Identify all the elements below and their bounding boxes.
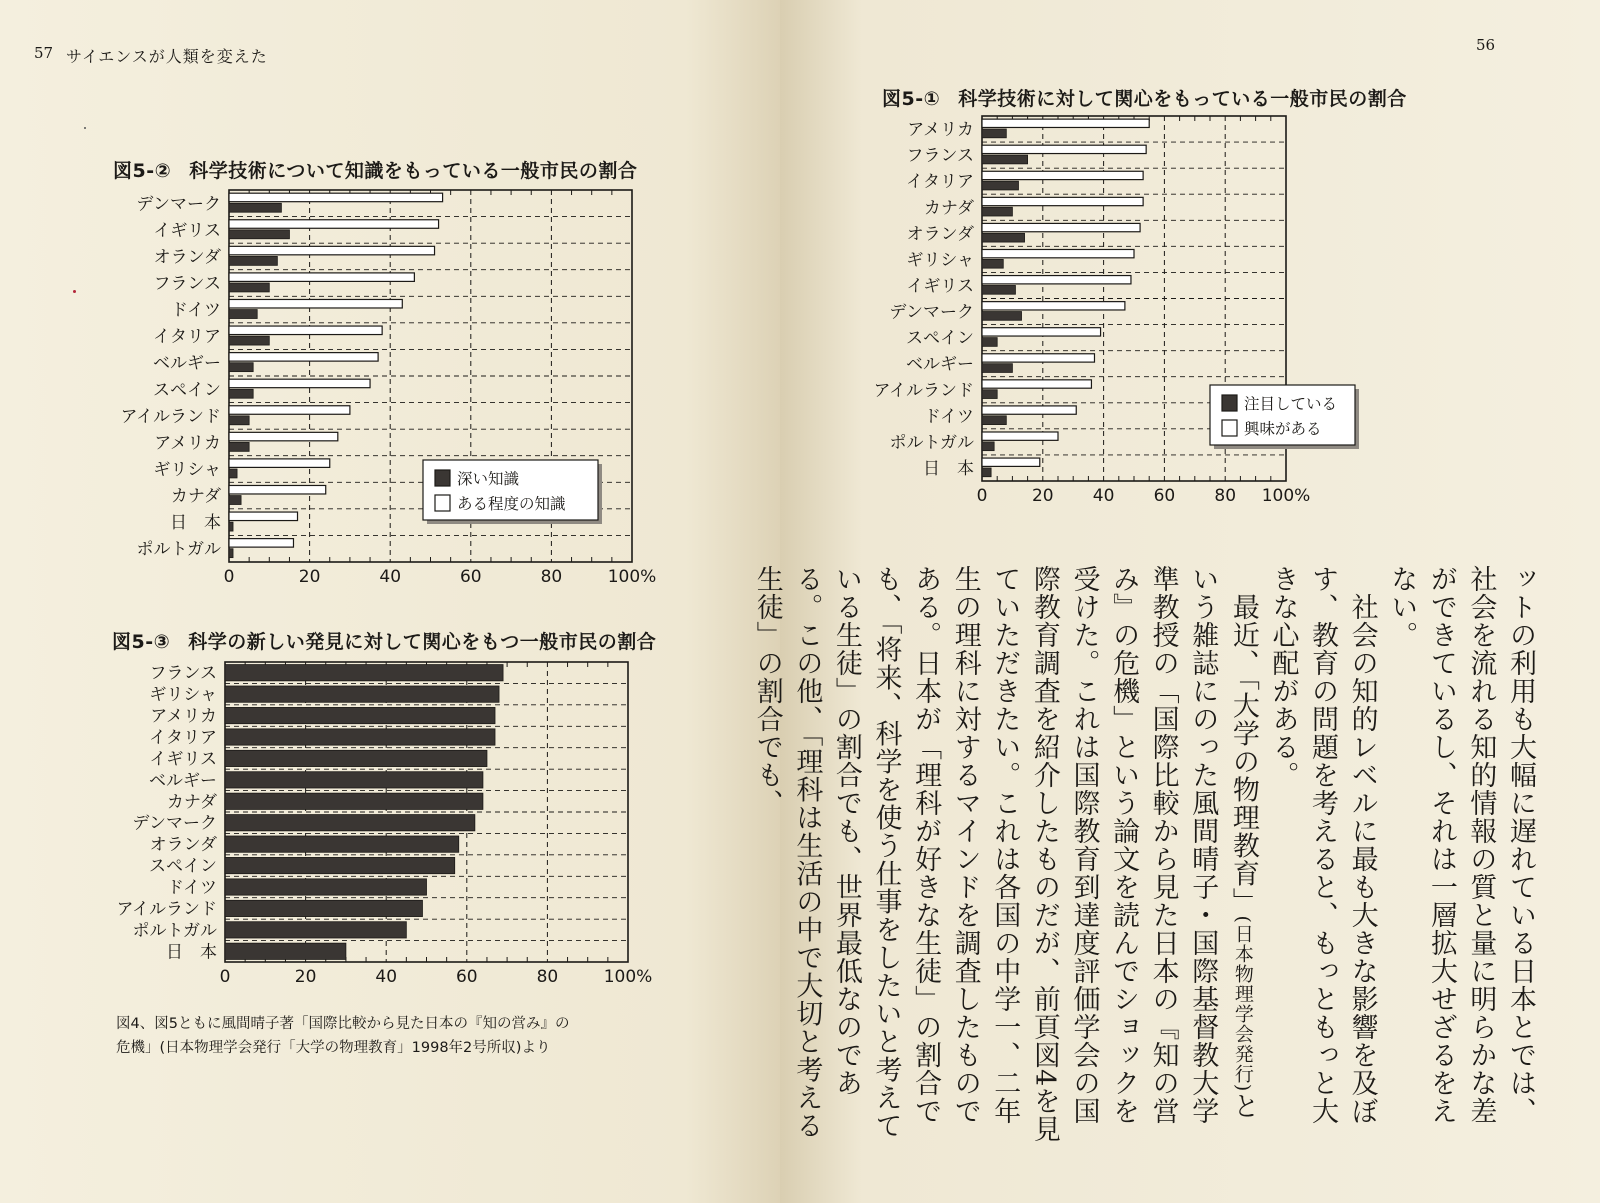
fig5-2-category-label: イギリス bbox=[153, 220, 221, 241]
fig5-2-x-tick-label: 80 bbox=[540, 567, 563, 587]
fig5-2-category-label: 日 本 bbox=[170, 513, 221, 534]
caption-line-2: 危機」(日本物理学会発行「大学の物理教育」1998年2号所収)より bbox=[116, 1040, 551, 1056]
fig5-1-legend-swatch-2 bbox=[1222, 420, 1237, 436]
body-text-run: という雑誌にのった風間晴子・国際基督教大学準教授の「国際比較から見た日本の『知の営み』の危機」という論文を読んでショックを受けた。これは国際教育到達度評価学会の国際教育調査を紹介したものだが、前頁図4を見ていただきたい。これは各国の中学一、二年生の理科に対するマインドを調査したものである。日本が「理科が好きな生徒」の割合でも、「将来、科学を使う仕事をしたいと考えている生徒」の割合でも、世界最低なのである。この他、「理科は生活の中で大切と考える生徒」の割合でも、 bbox=[751, 565, 1259, 1144]
fig5-1-legend-swatch-1 bbox=[1222, 395, 1237, 411]
fig5-2-category-label: ギリシャ bbox=[153, 460, 221, 480]
fig5-2-bar-9-series-1 bbox=[229, 416, 249, 425]
fig5-2-bar-1-series-2 bbox=[229, 193, 443, 202]
fig5-1-bar-8-series-2 bbox=[982, 302, 1125, 310]
fig5-3-bar-13 bbox=[225, 922, 406, 938]
fig5-3-bar-6 bbox=[225, 772, 483, 788]
fig5-2-chart bbox=[100, 180, 660, 590]
fig5-1-category-label: イギリス bbox=[906, 276, 974, 297]
fig5-1-category-label: ベルギー bbox=[906, 354, 974, 375]
fig5-2-bar-13-series-1 bbox=[229, 522, 233, 531]
fig5-3-category-label: ベルギー bbox=[149, 770, 217, 791]
fig5-1-bar-12-series-1 bbox=[982, 416, 1006, 425]
fig5-1-chart bbox=[873, 108, 1440, 518]
fig5-2-category-label: ドイツ bbox=[170, 300, 221, 321]
fig5-3-bar-11 bbox=[225, 879, 427, 895]
fig5-2-bar-2-series-2 bbox=[229, 220, 439, 229]
left-page bbox=[0, 0, 780, 1203]
fig5-2-category-label: カナダ bbox=[170, 486, 221, 507]
fig5-2-title bbox=[113, 156, 637, 183]
fig5-2-bar-11-series-1 bbox=[229, 469, 237, 478]
fig5-3-bar-9 bbox=[225, 836, 459, 852]
fig5-1-x-tick-label: 40 bbox=[1092, 486, 1115, 506]
fig5-1-bar-9-series-1 bbox=[982, 338, 997, 347]
fig5-3-category-label: アイルランド bbox=[116, 899, 217, 920]
fig5-1-category-label: ギリシャ bbox=[906, 250, 974, 271]
fig5-3-bar-12 bbox=[225, 900, 422, 916]
fig5-2-bar-9-series-2 bbox=[229, 406, 350, 415]
fig5-1-category-label: ポルトガル bbox=[889, 432, 974, 453]
fig5-1-bar-3-series-1 bbox=[982, 181, 1018, 190]
fig5-2-x-tick-label: 60 bbox=[459, 567, 482, 587]
left-page-number: 57 bbox=[34, 44, 54, 62]
fig5-3-bar-3 bbox=[225, 707, 495, 723]
fig5-2-category-label: デンマーク bbox=[136, 194, 221, 215]
fig5-2-title-text: 科学技術について知識をもっている一般市民の割合 bbox=[189, 160, 638, 182]
fig5-2-bar-6-series-2 bbox=[229, 326, 382, 335]
caption-line-1: 図4、図5ともに風間晴子著「国際比較から見た日本の『知の営み』の bbox=[116, 1016, 570, 1032]
fig5-3-x-tick-label: 20 bbox=[294, 967, 317, 987]
fig5-3-number: 図5-③ bbox=[112, 631, 171, 653]
fig5-1-bar-7-series-1 bbox=[982, 285, 1015, 294]
fig5-2-x-tick-label: 100% bbox=[607, 567, 657, 587]
fig5-3-bar-2 bbox=[225, 686, 499, 702]
fig5-3-category-label: アメリカ bbox=[150, 706, 217, 727]
fig5-3-category-label: スペイン bbox=[149, 856, 217, 877]
fig5-2-bar-12-series-2 bbox=[229, 485, 326, 494]
fig5-2-bar-1-series-1 bbox=[229, 203, 281, 212]
fig5-3-bar-7 bbox=[225, 793, 483, 809]
fig5-1-legend-label-2: 興味がある bbox=[1244, 420, 1322, 438]
fig5-2-x-tick-label: 40 bbox=[379, 567, 402, 587]
fig5-1-bar-11-series-2 bbox=[982, 380, 1091, 388]
fig5-2-bar-10-series-2 bbox=[229, 432, 338, 441]
fig5-1-bar-13-series-1 bbox=[982, 442, 994, 451]
fig5-2-bar-14-series-2 bbox=[229, 539, 293, 548]
fig5-1-category-label: アイルランド bbox=[873, 380, 974, 401]
fig5-2-bar-8-series-1 bbox=[229, 389, 253, 398]
fig5-1-x-tick-label: 80 bbox=[1214, 486, 1237, 506]
fig5-2-bar-13-series-2 bbox=[229, 512, 298, 521]
fig5-3-category-label: イギリス bbox=[149, 749, 217, 770]
fig5-2-legend-label-1: 深い知識 bbox=[457, 470, 520, 488]
fig5-3-title-text: 科学の新しい発見に対して関心をもつ一般市民の割合 bbox=[188, 631, 657, 653]
fig5-3-x-tick-label: 100% bbox=[603, 967, 653, 987]
body-text bbox=[747, 565, 1540, 1145]
body-paragraph-1 bbox=[1382, 565, 1540, 1145]
fig5-1-legend-label-1: 注目している bbox=[1244, 395, 1338, 413]
fig5-1-bar-10-series-1 bbox=[982, 364, 1012, 373]
fig5-1-bar-13-series-2 bbox=[982, 432, 1058, 440]
fig5-1-bar-3-series-2 bbox=[982, 171, 1143, 179]
fig5-1-bar-14-series-2 bbox=[982, 458, 1040, 466]
fig5-2-category-label: アメリカ bbox=[154, 433, 221, 454]
ink-speck bbox=[73, 290, 76, 293]
figure-caption bbox=[116, 1012, 676, 1060]
fig5-1-title bbox=[882, 84, 1407, 111]
fig5-3-category-label: オランダ bbox=[149, 835, 217, 856]
fig5-3-category-label: イタリア bbox=[149, 728, 217, 748]
fig5-3-category-label: カナダ bbox=[166, 792, 217, 813]
body-paragraph-3 bbox=[747, 565, 1263, 1145]
fig5-3-category-label: ギリシャ bbox=[149, 685, 217, 706]
fig5-1-category-label: デンマーク bbox=[889, 302, 974, 323]
fig5-3-bar-4 bbox=[225, 729, 495, 745]
fig5-1-bar-5-series-1 bbox=[982, 233, 1025, 242]
fig5-1-bar-6-series-2 bbox=[982, 249, 1134, 257]
fig5-2-bar-5-series-1 bbox=[229, 310, 257, 319]
fig5-2-bar-2-series-1 bbox=[229, 230, 289, 239]
body-text-run: ットの利用も大幅に遅れている日本とでは、社会を流れる知的情報の質と量に明らかな差ができているし、それは一層拡大せざるをえない。 bbox=[1386, 565, 1536, 1125]
fig5-2-bar-6-series-1 bbox=[229, 336, 269, 345]
fig5-2-number: 図5-② bbox=[113, 160, 172, 182]
fig5-1-x-tick-label: 0 bbox=[976, 486, 988, 506]
right-page-number: 56 bbox=[1476, 36, 1496, 54]
fig5-3-chart bbox=[90, 650, 660, 995]
fig5-1-bar-14-series-1 bbox=[982, 468, 991, 477]
fig5-2-bar-7-series-1 bbox=[229, 363, 253, 372]
fig5-2-category-label: フランス bbox=[153, 274, 221, 294]
fig5-3-x-tick-label: 0 bbox=[219, 967, 231, 987]
fig5-1-number: 図5-① bbox=[882, 88, 941, 110]
fig5-2-category-label: アイルランド bbox=[120, 406, 221, 427]
fig5-3-bar-1 bbox=[225, 665, 503, 681]
fig5-1-category-label: カナダ bbox=[923, 198, 974, 219]
fig5-1-bar-2-series-2 bbox=[982, 145, 1146, 153]
fig5-1-category-label: オランダ bbox=[906, 224, 974, 245]
fig5-1-bar-2-series-1 bbox=[982, 155, 1028, 164]
fig5-2-category-label: イタリア bbox=[153, 327, 221, 348]
fig5-3-bar-5 bbox=[225, 750, 487, 766]
fig5-1-bar-1-series-1 bbox=[982, 129, 1006, 138]
fig5-1-bar-10-series-2 bbox=[982, 354, 1094, 362]
fig5-1-bar-4-series-2 bbox=[982, 197, 1143, 205]
fig5-2-bar-8-series-2 bbox=[229, 379, 370, 388]
fig5-1-category-label: スペイン bbox=[906, 328, 974, 349]
right-page bbox=[751, 0, 1600, 1203]
body-text-run: 社会の知的レベルに最も大きな影響を及ぼす、教育の問題を考えると、もっともっと大きな心配がある。 bbox=[1267, 565, 1378, 1125]
fig5-3-bar-10 bbox=[225, 857, 455, 873]
fig5-1-category-label: アメリカ bbox=[907, 120, 974, 141]
fig5-2-bar-12-series-1 bbox=[229, 496, 241, 505]
running-head: サイエンスが人類を変えた bbox=[66, 47, 268, 66]
fig5-2-legend-swatch-1 bbox=[435, 470, 450, 486]
fig5-3-category-label: ドイツ bbox=[166, 878, 217, 898]
fig5-2-category-label: オランダ bbox=[153, 247, 221, 268]
fig5-3-x-tick-label: 40 bbox=[375, 967, 398, 987]
fig5-2-category-label: ベルギー bbox=[153, 353, 221, 374]
fig5-1-bar-5-series-2 bbox=[982, 223, 1140, 231]
fig5-1-bar-11-series-1 bbox=[982, 390, 997, 399]
fig5-3-x-tick-label: 60 bbox=[455, 967, 478, 987]
fig5-1-category-label: ドイツ bbox=[923, 406, 974, 427]
fig5-2-category-label: スペイン bbox=[153, 380, 221, 401]
fig5-2-bar-4-series-2 bbox=[229, 273, 414, 282]
fig5-1-x-tick-label: 100% bbox=[1261, 486, 1311, 506]
fig5-2-bar-5-series-2 bbox=[229, 299, 402, 308]
fig5-1-bar-8-series-1 bbox=[982, 312, 1022, 321]
fig5-1-title-text: 科学技術に対して関心をもっている一般市民の割合 bbox=[958, 88, 1407, 110]
body-paragraph-2 bbox=[1263, 565, 1382, 1145]
fig5-2-category-label: ポルトガル bbox=[136, 539, 221, 560]
fig5-1-bar-6-series-1 bbox=[982, 259, 1003, 268]
body-text-run: 最近、「大学の物理教育」 bbox=[1227, 565, 1259, 916]
fig5-1-category-label: フランス bbox=[906, 146, 974, 167]
fig5-2-bar-14-series-1 bbox=[229, 549, 233, 558]
fig5-3-category-label: 日 本 bbox=[166, 942, 217, 963]
ink-speck bbox=[84, 127, 86, 129]
fig5-2-bar-3-series-1 bbox=[229, 256, 277, 265]
fig5-2-bar-10-series-1 bbox=[229, 442, 249, 451]
fig5-2-bar-4-series-1 bbox=[229, 283, 269, 292]
fig5-3-category-label: フランス bbox=[149, 663, 217, 684]
fig5-1-bar-1-series-2 bbox=[982, 119, 1149, 127]
fig5-1-bar-12-series-2 bbox=[982, 406, 1076, 414]
fig5-1-bar-4-series-1 bbox=[982, 207, 1012, 216]
body-text-run-small: (日本物理学会発行) bbox=[1231, 915, 1254, 1093]
fig5-3-category-label: ポルトガル bbox=[132, 920, 217, 941]
fig5-1-bar-7-series-2 bbox=[982, 276, 1131, 284]
fig5-2-x-tick-label: 0 bbox=[223, 567, 235, 587]
fig5-2-legend-swatch-2 bbox=[435, 495, 450, 511]
fig5-3-bar-8 bbox=[225, 815, 475, 831]
fig5-2-legend-label-2: ある程度の知識 bbox=[457, 495, 566, 513]
fig5-1-x-tick-label: 20 bbox=[1031, 486, 1054, 506]
fig5-2-bar-3-series-2 bbox=[229, 246, 435, 255]
fig5-2-bar-7-series-2 bbox=[229, 353, 378, 362]
fig5-1-category-label: 日 本 bbox=[923, 458, 974, 479]
fig5-3-bar-14 bbox=[225, 943, 346, 959]
fig5-3-x-tick-label: 80 bbox=[536, 967, 559, 987]
fig5-2-bar-11-series-2 bbox=[229, 459, 330, 468]
fig5-1-x-tick-label: 60 bbox=[1153, 486, 1176, 506]
fig5-2-x-tick-label: 20 bbox=[298, 567, 321, 587]
fig5-1-bar-9-series-2 bbox=[982, 328, 1101, 336]
fig5-3-category-label: デンマーク bbox=[132, 813, 217, 834]
fig5-1-category-label: イタリア bbox=[906, 172, 974, 193]
